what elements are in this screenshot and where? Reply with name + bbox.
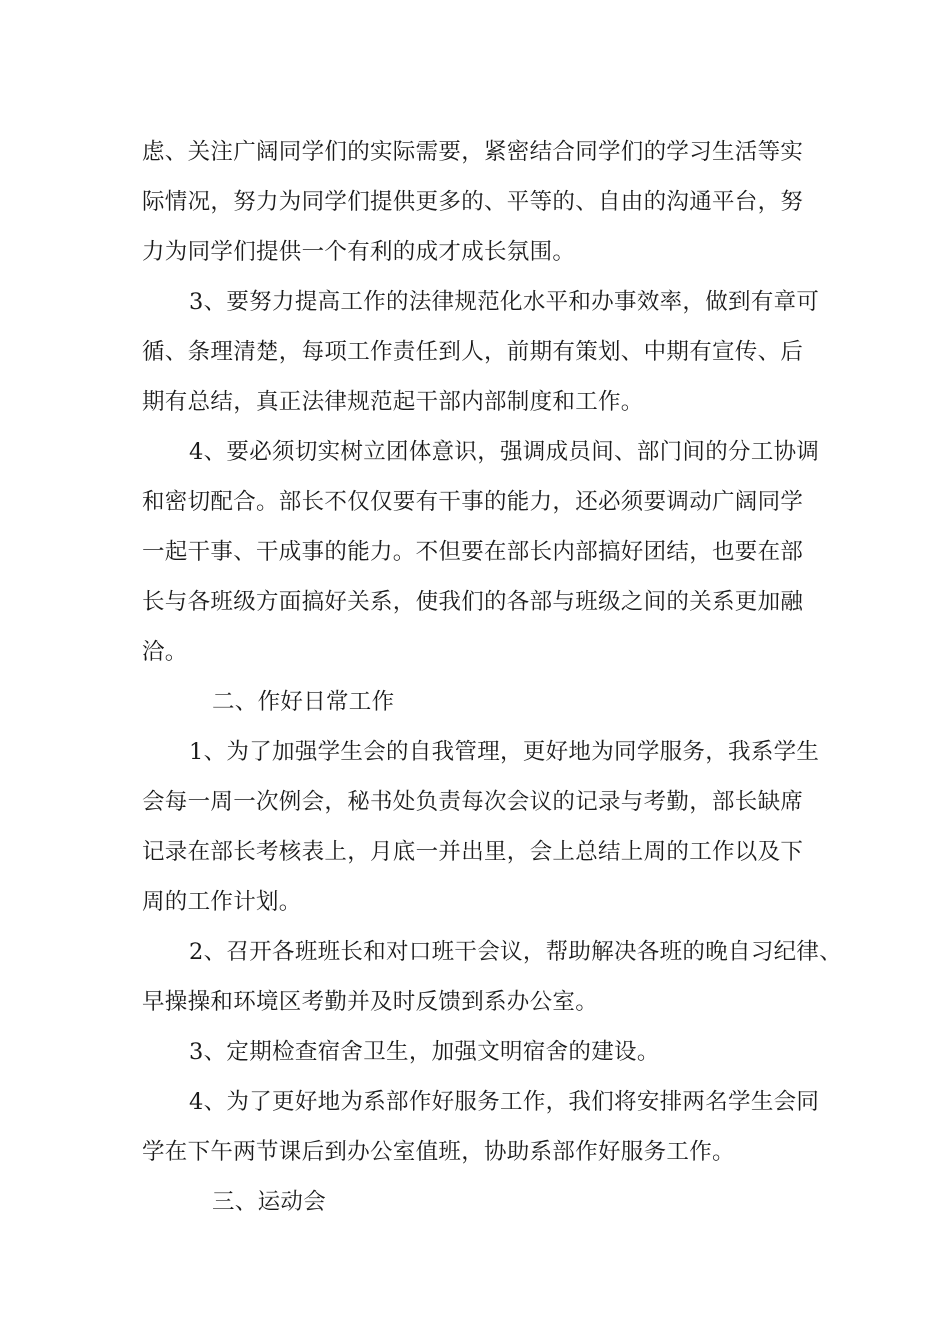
text-line: 循、条理清楚，每项工作责任到人，前期有策划、中期有宣传、后 [142,339,804,365]
text-line: 早操操和环境区考勤并及时反馈到系办公室。 [142,989,599,1015]
text-line: 记录在部长考核表上，月底一并出里，会上总结上周的工作以及下 [142,839,804,865]
text-line: 学在下午两节课后到办公室值班，协助系部作好服务工作。 [142,1139,735,1165]
text-line: 际情况，努力为同学们提供更多的、平等的、自由的沟通平台，努 [142,189,804,215]
text-line: 力为同学们提供一个有利的成才成长氛围。 [142,239,576,265]
text-line: 和密切配合。部长不仅仅要有干事的能力，还必须要调动广阔同学 [142,489,804,515]
text-line: 3、定期检查宿舍卫生，加强文明宿舍的建设。 [189,1039,660,1065]
text-line: 4、要必须切实树立团体意识，强调成员间、部门间的分工协调 [189,439,820,465]
text-line: 1、为了加强学生会的自我管理，更好地为同学服务，我系学生 [189,739,820,765]
text-line: 一起干事、干成事的能力。不但要在部长内部搞好团结，也要在部 [142,539,804,565]
section-heading: 二、作好日常工作 [212,689,395,715]
section-heading: 三、运动会 [212,1189,327,1215]
text-line: 虑、关注广阔同学们的实际需要，紧密结合同学们的学习生活等实 [142,139,804,165]
text-line: 周的工作计划。 [142,889,302,915]
text-line: 2、召开各班班长和对口班干会议，帮助解决各班的晚自习纪律、 [189,939,843,965]
text-line: 会每一周一次例会，秘书处负责每次会议的记录与考勤，部长缺席 [142,789,804,815]
text-line: 3、要努力提高工作的法律规范化水平和办事效率，做到有章可 [189,289,820,315]
text-line: 4、为了更好地为系部作好服务工作，我们将安排两名学生会同 [189,1089,820,1115]
text-line: 长与各班级方面搞好关系，使我们的各部与班级之间的关系更加融 [142,589,804,615]
text-line: 期有总结，真正法律规范起干部内部制度和工作。 [142,389,644,415]
text-line: 洽。 [142,639,188,665]
